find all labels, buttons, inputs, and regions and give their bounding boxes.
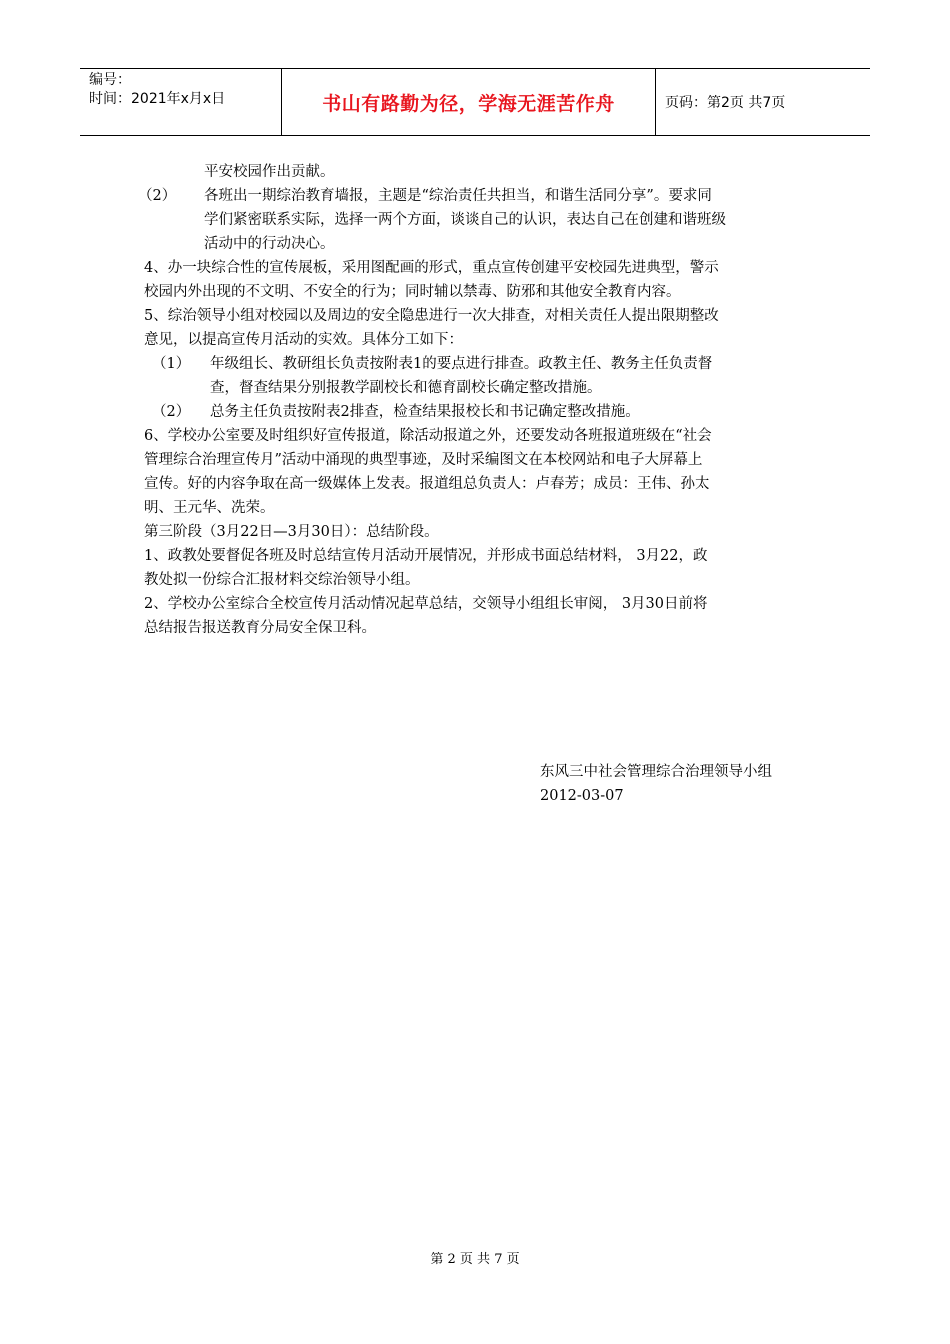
text-line xyxy=(152,400,814,424)
page-footer: 第 2 页 共 7 页 xyxy=(430,1252,520,1267)
text-line: 第三阶段（3月22日—3月30日）：总结阶段。 xyxy=(144,524,439,540)
document-body xyxy=(138,160,814,640)
signature-date: 2012-03-07 xyxy=(540,788,624,804)
list-marker: （1） xyxy=(152,356,191,372)
text-line: 教处拟一份综合汇报材料交综治领导小组。 xyxy=(144,572,420,588)
page-header xyxy=(80,68,870,136)
text-line: 6、学校办公室要及时组织好宣传报道，除活动报道之外，还要发动各班报道班级在“社会 xyxy=(144,428,712,444)
text-line: 2、学校办公室综合全校宣传月活动情况起草总结，交领导小组组长审阅， 3月30日前将 xyxy=(144,596,708,612)
signature-block xyxy=(540,760,772,808)
header-motto: 书山有路勤为径，学海无涯苦作舟 xyxy=(281,69,656,135)
signature-org: 东风三中社会管理综合治理领导小组 xyxy=(540,764,772,780)
text-line: 总结报告报送教育分局安全保卫科。 xyxy=(144,620,376,636)
text-line: 校园内外出现的不文明、不安全的行为；同时辅以禁毒、防邪和其他安全教育内容。 xyxy=(144,284,681,300)
text-line-content: 各班出一期综治教育墙报，主题是“综治责任共担当，和谐生活同分享”。要求同 xyxy=(204,188,712,204)
text-line: 4、办一块综合性的宣传展板，采用图配画的形式，重点宣传创建平安校园先进典型，警示 xyxy=(144,260,719,276)
serial-label: 编号： xyxy=(89,72,131,88)
text-line: 查，督查结果分别报教学副校长和德育副校长确定整改措施。 xyxy=(210,380,602,396)
text-line: 5、综治领导小组对校园以及周边的安全隐患进行一次大排查，对相关责任人提出限期整改 xyxy=(144,308,719,324)
text-line xyxy=(152,352,814,376)
text-line: 管理综合治理宣传月”活动中涌现的典型事迹，及时采编图文在本校网站和电子大屏幕上 xyxy=(144,452,703,468)
list-marker: （2） xyxy=(138,188,177,204)
text-line: 意见，以提高宣传月活动的实效。具体分工如下： xyxy=(144,332,463,348)
time-label: 时间：2021年x月x日 xyxy=(89,91,226,107)
text-line-content: 总务主任负责按附表2排查，检查结果报校长和书记确定整改措施。 xyxy=(210,404,640,420)
text-line: 学们紧密联系实际，选择一两个方面，谈谈自己的认识，表达自己在创建和谐班级 xyxy=(204,212,726,228)
header-page-info: 页码：第2页 共7页 xyxy=(665,95,786,111)
text-line: 1、政教处要督促各班及时总结宣传月活动开展情况，并形成书面总结材料， 3月22，政 xyxy=(144,548,708,564)
header-meta xyxy=(80,69,281,135)
text-line: 活动中的行动决心。 xyxy=(204,236,335,252)
text-line-content: 年级组长、教研组长负责按附表1的要点进行排查。政教主任、教务主任负责督 xyxy=(210,356,713,372)
text-line: 明、王元华、冼荣。 xyxy=(144,500,275,516)
text-line: 平安校园作出贡献。 xyxy=(204,164,335,180)
text-line: 宣传。好的内容争取在高一级媒体上发表。报道组总负责人：卢春芳；成员：王伟、孙太 xyxy=(144,476,710,492)
list-marker: （2） xyxy=(152,404,191,420)
text-line xyxy=(138,184,814,208)
